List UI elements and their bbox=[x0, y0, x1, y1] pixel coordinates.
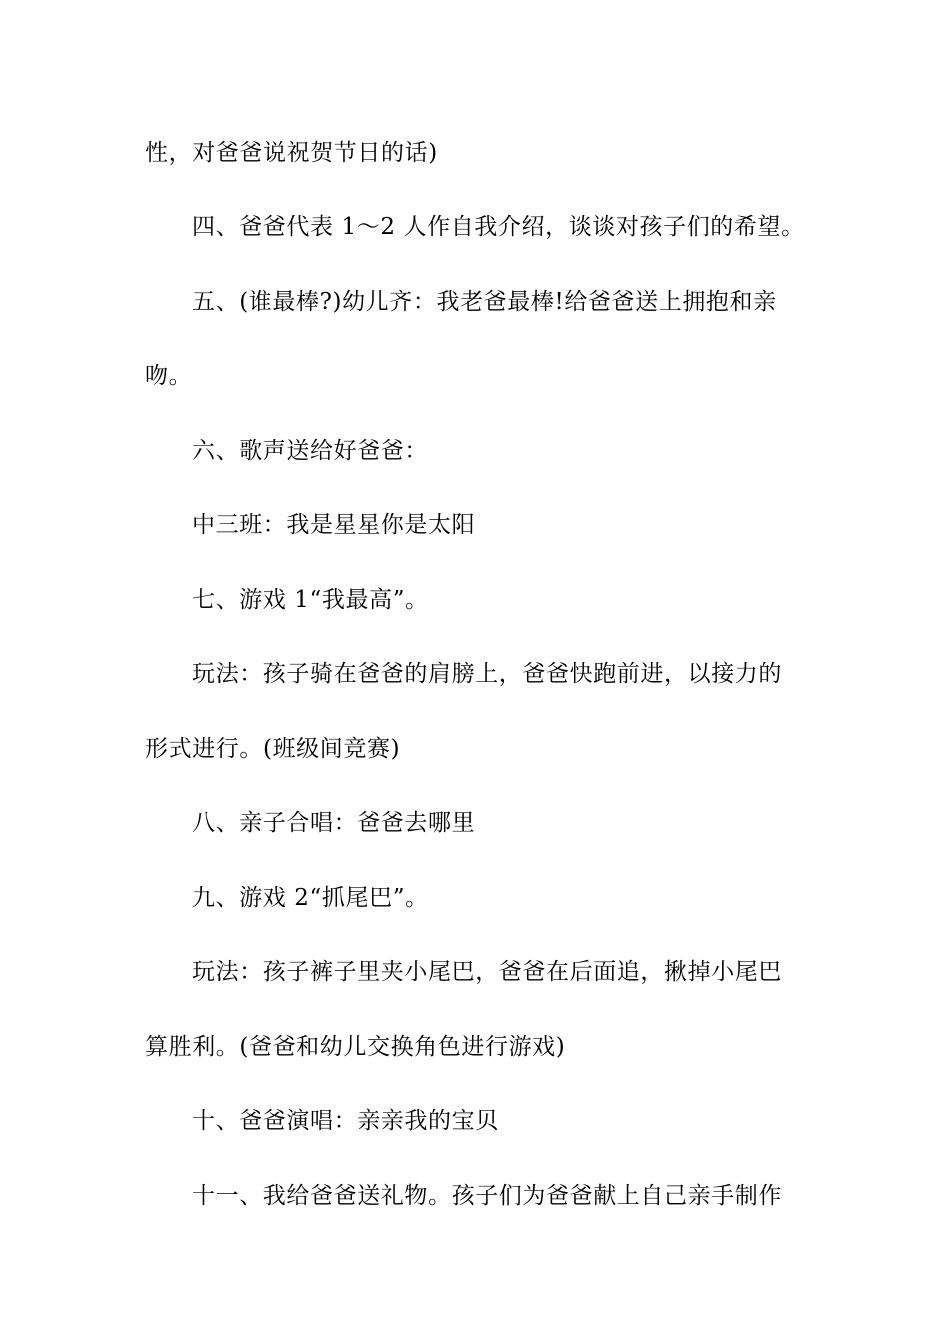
text-line-continuation: 性，对爸爸说祝贺节日的话) bbox=[145, 140, 438, 166]
text-line-game1-rules: 玩法：孩子骑在爸爸的肩膀上，爸爸快跑前进，以接力的 bbox=[192, 661, 782, 687]
text-line-item-4: 四、爸爸代表 1～2 人作自我介绍，谈谈对孩子们的希望。 bbox=[192, 214, 805, 240]
text-line-item-6: 六、歌声送给好爸爸： bbox=[192, 438, 428, 464]
text-line-item-5-cont: 吻。 bbox=[145, 363, 193, 389]
text-line-item-9: 九、游戏 2“抓尾巴”。 bbox=[192, 885, 429, 911]
text-line-item-8: 八、亲子合唱：爸爸去哪里 bbox=[192, 810, 476, 836]
text-line-item-7: 七、游戏 1“我最高”。 bbox=[192, 587, 429, 613]
text-line-class-song: 中三班：我是星星你是太阳 bbox=[192, 512, 476, 538]
text-line-item-11: 十一、我给爸爸送礼物。孩子们为爸爸献上自己亲手制作 bbox=[192, 1183, 782, 1209]
text-line-item-5: 五、(谁最棒?)幼儿齐：我老爸最棒!给爸爸送上拥抱和亲 bbox=[192, 289, 777, 315]
text-line-game2-rules: 玩法：孩子裤子里夹小尾巴，爸爸在后面追，揪掉小尾巴 bbox=[192, 959, 782, 985]
text-line-game2-rules-cont: 算胜利。(爸爸和幼儿交换角色进行游戏) bbox=[145, 1034, 566, 1060]
text-line-item-10: 十、爸爸演唱：亲亲我的宝贝 bbox=[192, 1108, 499, 1134]
text-line-game1-rules-cont: 形式进行。(班级间竞赛) bbox=[145, 736, 401, 762]
